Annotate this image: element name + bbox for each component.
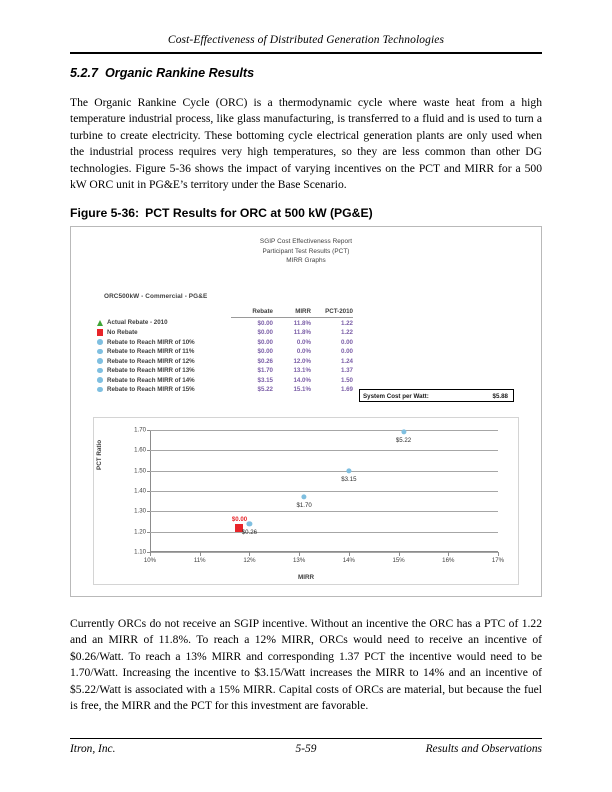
row-rebate: $0.00 [257, 319, 273, 327]
column-header-marker [93, 308, 107, 317]
row-mirr: 0.0% [296, 338, 311, 346]
y-tick-mark [147, 532, 150, 533]
circle-marker [93, 365, 107, 374]
row-mirr: 13.1% [293, 367, 311, 375]
grid-line [150, 532, 498, 533]
x-axis-label: MIRR [297, 574, 315, 581]
x-tick-mark [150, 552, 151, 556]
row-rebate: $0.00 [257, 329, 273, 337]
x-axis-tick-label: 17% [491, 557, 505, 564]
data-table-title: ORC500kW - Commercial - PG&E [104, 293, 208, 300]
row-rebate: $0.26 [257, 357, 273, 365]
x-axis-tick-label: 11% [193, 557, 206, 564]
data-point-label: $5.22 [395, 437, 412, 445]
grid-line [150, 491, 498, 492]
row-pct: 0.00 [340, 348, 353, 356]
grid-line [150, 450, 498, 451]
footer-right: Results and Observations [425, 743, 542, 755]
row-pct: 1.22 [340, 329, 353, 337]
y-axis-tick-label: 1.40 [134, 487, 146, 495]
table-row [93, 374, 353, 383]
y-tick-mark [147, 471, 150, 472]
report-header-line-3: MIRR Graphs [286, 257, 326, 265]
row-mirr: 14.0% [293, 376, 311, 384]
legend-data-table [93, 308, 353, 393]
column-header-mirr: MIRR [273, 308, 311, 317]
table-row [93, 327, 353, 336]
data-point-label: $1.70 [296, 502, 312, 510]
row-label: Rebate to Reach MIRR of 10% [107, 338, 195, 346]
row-pct: 1.24 [340, 357, 353, 365]
y-tick-mark [147, 491, 150, 492]
table-row [93, 365, 353, 374]
grid-line [150, 511, 498, 512]
column-header-pct: PCT-2010 [311, 308, 353, 317]
grid-line [150, 471, 498, 472]
table-row [93, 346, 353, 355]
x-axis-tick-label: 16% [442, 557, 455, 564]
y-axis-tick-label: 1.10 [134, 548, 146, 556]
circle-marker [93, 346, 107, 355]
section-number: 5.2.7 [70, 66, 99, 80]
row-label: Rebate to Reach MIRR of 13% [107, 367, 195, 375]
row-label: Actual Rebate - 2010 [107, 319, 168, 327]
square-marker [93, 327, 107, 336]
table-header-row [93, 308, 353, 317]
y-axis-label: PCT Ratio [96, 439, 103, 470]
row-rebate: $1.70 [257, 367, 273, 375]
figure-caption [70, 206, 542, 220]
column-header-rebate: Rebate [231, 308, 273, 317]
x-tick-mark [200, 552, 201, 556]
table-row [93, 355, 353, 364]
system-cost-value: $5.88 [492, 393, 508, 401]
x-tick-mark [448, 552, 449, 556]
data-point-label: $3.15 [341, 475, 357, 483]
data-point-circle [302, 495, 307, 500]
row-label: No Rebate [107, 329, 138, 337]
header-divider [70, 52, 542, 54]
row-mirr: 15.1% [293, 385, 311, 393]
row-pct: 1.22 [340, 319, 353, 327]
table-row [93, 336, 353, 345]
x-axis-tick-label: 14% [342, 557, 355, 564]
x-axis-tick-label: 15% [392, 557, 405, 564]
system-cost-label: System Cost per Watt: [363, 393, 429, 401]
row-rebate: $0.00 [257, 338, 273, 346]
grid-line [150, 552, 498, 553]
footer-divider [70, 738, 542, 739]
scatter-plot [93, 417, 519, 585]
x-tick-mark [349, 552, 350, 556]
circle-marker [93, 355, 107, 364]
y-axis-tick-label: 1.20 [134, 528, 146, 536]
x-tick-mark [399, 552, 400, 556]
y-tick-mark [147, 450, 150, 451]
table-head [93, 308, 353, 317]
data-point-circle [247, 521, 252, 526]
row-pct: 1.50 [340, 376, 353, 384]
circle-marker [93, 374, 107, 383]
figure-caption-label: Figure 5-36: [70, 206, 140, 220]
row-rebate: $0.00 [257, 348, 273, 356]
x-axis-tick-label: 10% [143, 557, 157, 564]
circle-marker [93, 384, 107, 393]
row-rebate: $5.22 [257, 385, 273, 393]
figure-container [70, 226, 542, 597]
row-pct: 1.37 [340, 367, 353, 375]
data-point-label: $0.00 [231, 515, 248, 523]
row-mirr: 12.0% [293, 357, 311, 365]
figure-caption-text: PCT Results for ORC at 500 kW (PG&E) [145, 206, 373, 220]
footer-page-number: 5-59 [295, 743, 317, 755]
triangle-marker [93, 317, 107, 327]
row-pct: 1.69 [340, 385, 353, 393]
column-header-name [107, 308, 231, 317]
x-tick-mark [299, 552, 300, 556]
chart-report-header [71, 237, 541, 266]
data-point-label: $0.26 [241, 528, 258, 536]
section-heading [70, 66, 542, 80]
data-point-circle [346, 468, 351, 473]
y-tick-mark [147, 430, 150, 431]
system-cost-callout [359, 389, 514, 402]
row-mirr: 11.8% [293, 319, 311, 327]
table-body [93, 317, 353, 393]
circle-marker [93, 336, 107, 345]
y-axis-tick-label: 1.70 [134, 426, 146, 434]
section-title: Organic Rankine Results [105, 66, 255, 80]
y-tick-mark [147, 511, 150, 512]
x-tick-mark [249, 552, 250, 556]
row-label: Rebate to Reach MIRR of 11% [107, 348, 195, 356]
table-row [93, 384, 353, 393]
plot-area [134, 426, 505, 564]
row-rebate: $3.15 [257, 376, 273, 384]
table-row [93, 317, 353, 327]
x-axis-tick-label: 12% [243, 557, 256, 564]
closing-paragraph: Currently ORCs do not receive an SGIP incentive. Without an incentive the ORC has a PTC of 1.22 and an MIRR of 11.8%. To reach a 12% MIRR, ORCs would need to receive an incentive of $0.26/Watt. To reach a 13% MIRR and corresponding 1.37 PCT the incentive would need to be 1.70/Watt. Increasing the incentive to $3.15/Watt increases the MIRR to 14% and an incentive of $5.22/Watt is associated with a 15% MIRR. Capital costs of ORCs are material, but because the fuel is free, the MIRR and the PCT for this investment are favorable. [70, 617, 542, 713]
y-axis-tick-label: 1.30 [134, 507, 146, 515]
row-mirr: 11.8% [293, 329, 311, 337]
row-label: Rebate to Reach MIRR of 12% [107, 357, 195, 365]
y-axis-tick-label: 1.60 [134, 446, 146, 454]
data-point-circle [401, 429, 406, 434]
report-header-line-2: Participant Test Results (PCT) [262, 247, 350, 255]
report-header-line-1: SGIP Cost Effectiveness Report [259, 238, 353, 245]
footer-left: Itron, Inc. [70, 743, 116, 755]
y-axis-tick-label: 1.50 [134, 467, 146, 475]
row-pct: 0.00 [340, 338, 353, 346]
x-tick-mark [498, 552, 499, 556]
running-head: Cost-Effectiveness of Distributed Generation Technologies [167, 34, 445, 46]
row-label: Rebate to Reach MIRR of 14% [107, 376, 195, 384]
x-axis-tick-label: 13% [293, 557, 306, 564]
grid-line [150, 430, 498, 431]
row-label: Rebate to Reach MIRR of 15% [107, 385, 195, 393]
intro-paragraph: The Organic Rankine Cycle (ORC) is a thermodynamic cycle where waste heat from a high temperature industrial process, like glass manufacturing, is transferred to a fluid and is used to turn a turbine to create electricity. These bottoming cycle electrical generation plants are only used when the industrial process requires very high temperatures, so they are less common than other DG technologies. Figure 5-36 shows the impact of varying incentives on the PCT and MIRR for a 500 kW ORC unit in PG&E’s territory under the Base Scenario. [70, 96, 542, 192]
row-mirr: 0.0% [296, 348, 311, 356]
